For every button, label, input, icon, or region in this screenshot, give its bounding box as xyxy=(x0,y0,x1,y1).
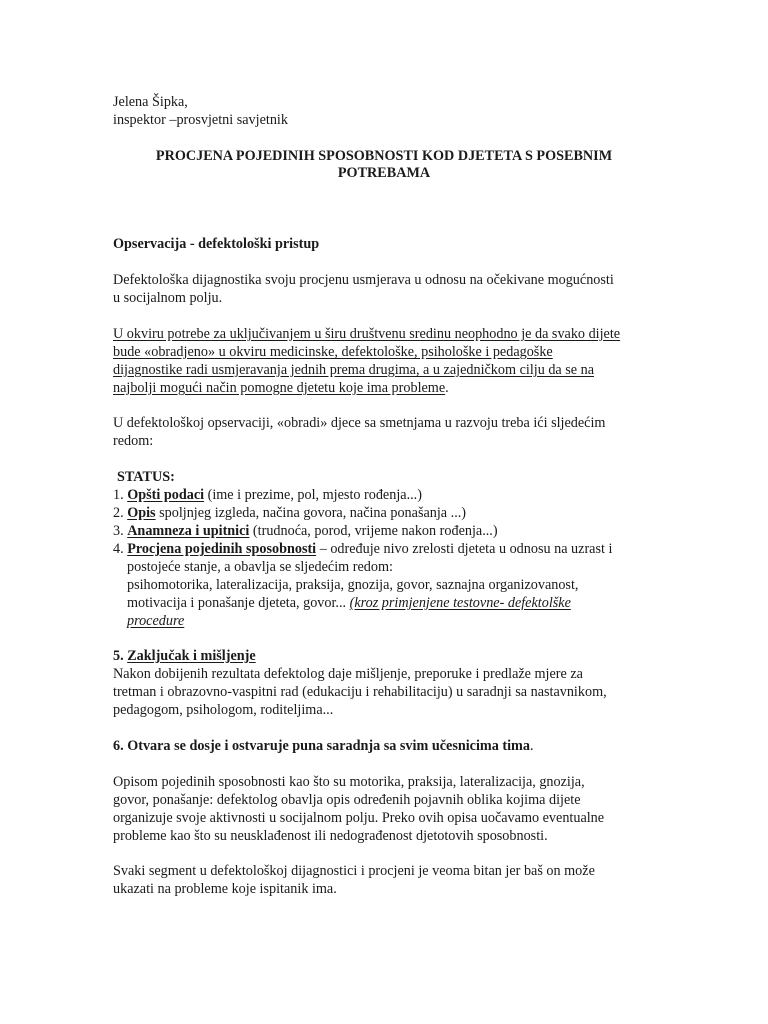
paragraph-line: Defektološka dijagnostika svoju procjenu usmjerava u odnosu na očekivane mogućnosti xyxy=(113,272,614,288)
paragraph-line: pedagogom, psihologom, roditeljima... xyxy=(113,702,334,718)
item-text: (trudnoća, porod, vrijeme nakon rođenja...) xyxy=(249,523,498,539)
paragraph-line: Svaki segment u defektološkoj dijagnostici i procjeni je veoma bitan jer baš on može xyxy=(113,863,595,879)
item-6 xyxy=(113,737,534,755)
item-title: Anamneza i upitnici xyxy=(127,523,250,539)
status-item-4 xyxy=(113,540,612,558)
paragraph-line: Nakon dobijenih rezultata defektolog daje mišljenje, preporuke i predlaže mjere za xyxy=(113,666,583,682)
status-item-4-line xyxy=(127,594,571,612)
paragraph-line xyxy=(113,343,553,361)
paragraph-line: probleme kao što su neusklađenost ili nedograđenost djetotovih sposobnosti. xyxy=(113,828,548,844)
item-text: – određuje nivo zrelosti djeteta u odnosu na uzrast i xyxy=(316,541,613,557)
paragraph-line: organizuje svoje aktivnosti u socijalnom polju. Preko ovih opisa uočavamo eventualne xyxy=(113,810,605,826)
status-item-2 xyxy=(113,504,466,522)
status-item-1 xyxy=(113,486,422,504)
author-name: Jelena Šipka, xyxy=(113,94,188,110)
item-number: 2. xyxy=(113,505,128,521)
item-text: spoljnjeg izgleda, načina govora, načina ponašanja ...) xyxy=(155,505,467,521)
item-number: 1. xyxy=(113,487,128,503)
status-item-4-line: postojeće stanje, a obavlja se sljedećim redom: xyxy=(127,559,393,575)
underlined-text: U okviru potrebe za uključivanjem u širu društvenu sredinu neophodno je da svako dijete xyxy=(113,326,621,342)
underlined-text: dijagnostike radi usmjeravanja jednih prema drugima, a u zajedničkom cilju da se na xyxy=(113,362,595,378)
status-item-4-line xyxy=(127,612,184,630)
paragraph-line: U defektološkoj opservaciji, «obradi» djece sa smetnjama u razvoju treba ići sljedećim xyxy=(113,415,606,431)
paragraph-line: govor, ponašanje: defektolog obavlja opis određenih pojavnih oblika kojima dijete xyxy=(113,792,581,808)
item-number: 5. xyxy=(113,648,128,664)
item-title: Opis xyxy=(127,505,156,521)
status-item-3 xyxy=(113,522,498,540)
paragraph-period: . xyxy=(445,380,449,396)
paragraph-line xyxy=(113,325,620,343)
item-title: Procjena pojedinih sposobnosti xyxy=(127,541,317,557)
paragraph-line: u socijalnom polju. xyxy=(113,290,223,306)
item-number: 3. xyxy=(113,523,128,539)
italic-note: (kroz primjenjene testovne- defektolške xyxy=(349,595,571,611)
document-title-line2: POTREBAMA xyxy=(337,165,431,181)
section-heading: Opservacija - defektološki pristup xyxy=(113,236,320,252)
document-title-line1: PROCJENA POJEDINIH SPOSOBNOSTI KOD DJETETA S POSEBNIM xyxy=(155,148,613,164)
paragraph-line: ukazati na probleme koje ispitanik ima. xyxy=(113,881,337,897)
item-title: Opšti podaci xyxy=(127,487,205,503)
item-title: Zaključak i mišljenje xyxy=(127,648,256,664)
status-item-4-line: psihomotorika, lateralizacija, praksija, gnozija, govor, saznajna organizovanost, xyxy=(127,577,579,593)
underlined-text: bude «obradjeno» u okviru medicinske, defektološke, psihološke i pedagoške xyxy=(113,344,553,360)
paragraph-line: redom: xyxy=(113,433,154,449)
italic-note: procedure xyxy=(127,613,185,629)
item-text: motivacija i ponašanje djeteta, govor... xyxy=(127,595,350,611)
status-heading: STATUS: xyxy=(117,469,175,485)
author-role: inspektor –prosvjetni savjetnik xyxy=(113,112,288,128)
item-number: 4. xyxy=(113,541,128,557)
paragraph-line xyxy=(113,379,449,397)
paragraph-line: Opisom pojedinih sposobnosti kao što su motorika, praksija, lateralizacija, gnozija, xyxy=(113,774,585,790)
paragraph-line: tretman i obrazovno-vaspitni rad (edukaciju i rehabilitaciju) u saradnji sa nastavnikom, xyxy=(113,684,607,700)
item-text: (ime i prezime, pol, mjesto rođenja...) xyxy=(204,487,422,503)
item-6-period: . xyxy=(529,738,534,754)
item-6-text: 6. Otvara se dosje i ostvaruje puna saradnja sa svim učesnicima tima xyxy=(113,738,530,754)
underlined-text: najbolji mogući način pomogne djetetu koje ima probleme xyxy=(113,380,446,396)
paragraph-line xyxy=(113,361,594,379)
item-5-heading xyxy=(113,647,256,665)
